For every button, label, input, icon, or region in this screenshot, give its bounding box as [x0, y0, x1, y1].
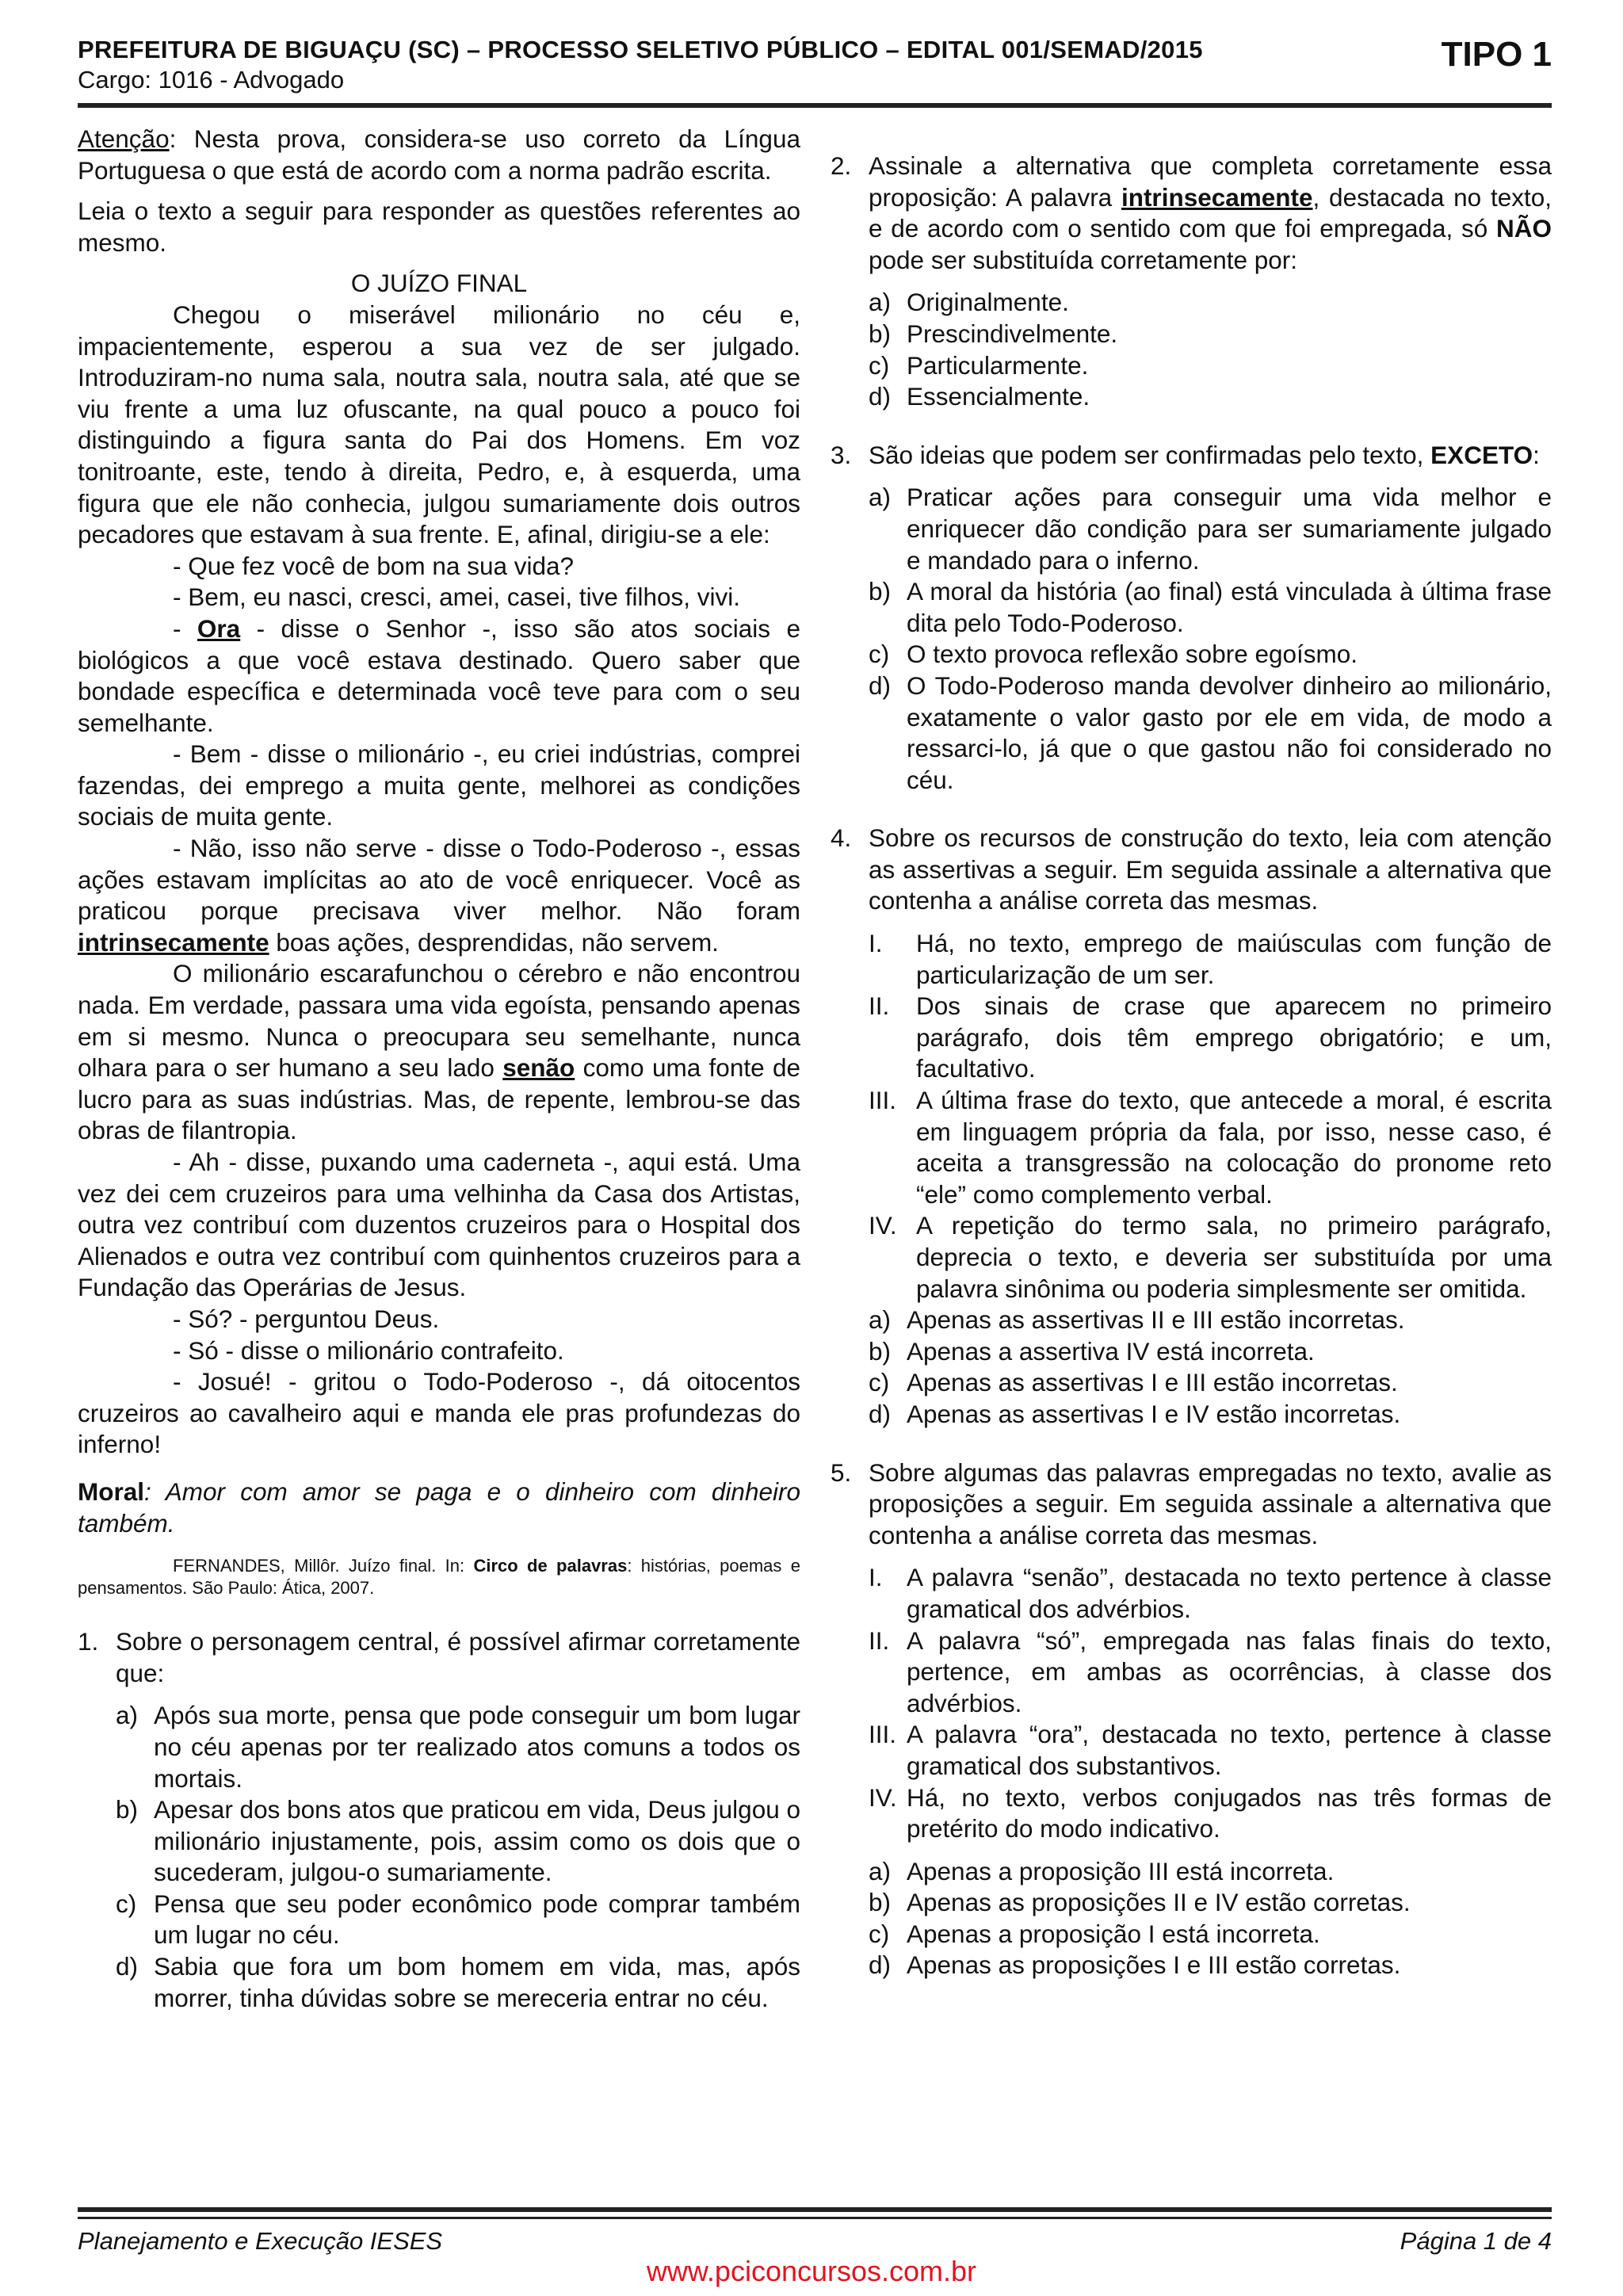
text-title: O JUÍZO FINAL — [350, 269, 528, 298]
attention-text: : Nesta prova, considera-se uso correto da Língua Portuguesa o que está de acordo com a norma padrão escrita. — [78, 124, 800, 185]
page-header — [78, 35, 1552, 95]
right-column — [831, 124, 1552, 1981]
dialogue-6: - Ah - disse, puxando uma caderneta -, aqui está. Uma vez dei cem cruzeiros para uma velhinha da Casa dos Artistas, outra vez contribuí com duzentos cruzeiros para o Hospital dos Alienados e outra vez contribuí com quinhentos cruzeiros para a Fundação das Operárias de Jesus. — [78, 1148, 800, 1302]
option-c[interactable]: c) Apenas a proposição I está incorreta. — [869, 1919, 1320, 1948]
dialogue-8: - Só - disse o milionário contrafeito. — [173, 1335, 564, 1365]
attention-label: Atenção — [78, 124, 170, 153]
attention-note — [78, 124, 800, 186]
proposition-iv: IV. Há, no texto, verbos conjugados nas três formas de pretérito do modo indicativo. — [869, 1782, 1552, 1843]
option-a[interactable]: a) Após sua morte, pensa que pode conseguir um bom lugar no céu apenas por ter realizado atos comuns a todos os mortais. — [116, 1701, 800, 1793]
assertion-ii: II. Dos sinais de crase que aparecem no primeiro parágrafo, dois têm emprego obrigatório; e um, facultativo. — [869, 991, 1552, 1083]
header-rule — [78, 103, 1552, 108]
paragraph-2: O milionário escarafunchou o cérebro e não encontrou nada. Em verdade, passara uma vida egoísta, pensando apenas em si mesmo. Nunca o preocupara seu semelhante, nunca olhara para o ser humano a seu lado senão como uma fonte de lucro para as suas indústrias. Mas, de repente, lembrou-se das obras de filantropia. — [78, 959, 800, 1145]
proposition-ii: II. A palavra “só”, empregada nas falas finais do texto, pertence, em ambas as ocorrências, à classe dos advérbios. — [869, 1626, 1552, 1717]
options-list — [869, 482, 1552, 796]
assertion-i: I. Há, no texto, emprego de maiúsculas com função de particularização de um ser. — [869, 929, 1552, 989]
footer-organizer: Planejamento e Execução IESES — [78, 2227, 443, 2255]
option-d[interactable]: d) Sabia que fora um bom homem em vida, mas, após morrer, tinha dúvidas sobre se mereceria entrar no céu. — [116, 1952, 800, 2012]
question-stem: Assinale a alternativa que completa corretamente essa proposição: A palavra intrinsecamente, destacada no texto, e de acordo com o sentido com que foi empregada, só NÃO pode ser substituída corretamente por: — [869, 151, 1552, 274]
highlight-intrinsecamente: intrinsecamente — [78, 927, 269, 957]
option-c[interactable]: c) Apenas as assertivas I e III estão incorretas. — [869, 1368, 1398, 1397]
option-c[interactable]: c) Particularmente. — [869, 350, 1089, 380]
page-number: Página 1 de 4 — [1400, 2227, 1552, 2255]
exam-title: PREFEITURA DE BIGUAÇU (SC) – PROCESSO SELETIVO PÚBLICO – EDITAL 001/SEMAD/2015 — [78, 36, 1203, 63]
question-4 — [831, 823, 1552, 1430]
option-d[interactable]: d) Essencialmente. — [869, 382, 1090, 411]
option-b[interactable]: b) Prescindivelmente. — [869, 319, 1118, 348]
propositions-list — [869, 1562, 1552, 1844]
option-d[interactable]: d) Apenas as proposições I e III estão corretas. — [869, 1950, 1401, 1980]
highlight-ora: Ora — [197, 613, 241, 643]
tipo-label: TIPO 1 — [1441, 35, 1552, 74]
footer-rule — [78, 2207, 1552, 2212]
option-b[interactable]: b) A moral da história (ao final) está vinculada à última frase dita pelo Todo-Poderoso. — [869, 577, 1552, 637]
question-1 — [78, 1626, 800, 2014]
footer-rule-thin — [78, 2217, 1552, 2219]
options-list — [116, 1700, 800, 2014]
option-a[interactable]: a) Apenas as assertivas II e III estão incorretas. — [869, 1305, 1405, 1335]
dialogue-4: - Bem - disse o milionário -, eu criei indústrias, comprei fazendas, dei emprego a muita gente, melhorei as condições sociais de muita gente. — [78, 739, 800, 831]
option-a[interactable]: a) Apenas a proposição III está incorreta. — [869, 1856, 1335, 1885]
question-number: 4. — [831, 823, 852, 853]
dialogue-1: - Que fez você de bom na sua vida? — [173, 551, 575, 580]
question-number: 1. — [78, 1627, 99, 1656]
question-number: 3. — [831, 440, 852, 469]
options-list — [869, 1305, 1552, 1430]
assertion-iii: III. A última frase do texto, que antecede a moral, é escrita em linguagem própria da fala, por isso, nesse caso, é aceita a transgressão na colocação do pronome reto “ele” como complemento verbal. — [869, 1086, 1552, 1209]
question-2 — [831, 151, 1552, 413]
option-d[interactable]: d) Apenas as assertivas I e IV estão incorretas. — [869, 1399, 1401, 1428]
question-stem: Sobre o personagem central, é possível afirmar corretamente que: — [116, 1627, 800, 1687]
website-link[interactable]: www.pciconcursos.com.br — [646, 2255, 977, 2287]
options-list — [869, 1856, 1552, 1981]
question-3 — [831, 440, 1552, 797]
highlight-senao: senão — [502, 1053, 575, 1083]
option-b[interactable]: b) Apesar dos bons atos que praticou em vida, Deus julgou o milionário injustamente, pois, assim como os dois que o sucederam, julgou-o sumariamente. — [116, 1795, 801, 1887]
assertion-iv: IV. A repetição do termo sala, no primeiro parágrafo, deprecia o texto, e deveria ser substituída por uma palavra sinônima ou poderia simplesmente ser omitida. — [869, 1211, 1552, 1303]
dialogue-5: - Não, isso não serve - disse o Todo-Poderoso -, essas ações estavam implícitas ao ato de você enriquecer. Você as praticou porque precisava viver melhor. Não foram intrinsecamente boas ações, desprendidas, não servem. — [78, 834, 800, 957]
paragraph-1: Chegou o miserável milionário no céu e, impacientemente, esperou a sua vez de ser julgado. Introduziram-no numa sala, noutra sala, noutra sala, até que se viu frente a uma luz ofuscante, na qual pouco a pouco foi distinguindo a figura santa do Pai dos Homens. Em voz tonitroante, este, tendo à direita, Pedro, e, à esquerda, uma figura que ele não conhecia, julgou sumariamente dois outros pecadores que estavam à sua frente. E, afinal, dirigiu-se a ele: — [78, 300, 800, 549]
option-b[interactable]: b) Apenas as proposições II e IV estão corretas. — [869, 1888, 1411, 1917]
option-b[interactable]: b) Apenas a assertiva IV está incorreta. — [869, 1336, 1315, 1366]
moral — [78, 1477, 800, 1539]
moral-label: Moral — [78, 1477, 145, 1506]
source-citation: FERNANDES, Millôr. Juízo final. In: Circo de palavras: histórias, poemas e pensamentos. São Paulo: Ática, 2007. — [78, 1556, 800, 1599]
question-stem: Sobre algumas das palavras empregadas no texto, avalie as proposições a seguir. Em seguida assinale a alternativa que contenha a análise correta das mesmas. — [869, 1457, 1552, 1549]
proposition-i: I. A palavra “senão”, destacada no texto pertence à classe gramatical dos advérbios. — [869, 1563, 1552, 1623]
dialogue-3: - Ora - disse o Senhor -, isso são atos sociais e biológicos a que você estava destinado. Quero saber que bondade específica e determinada você teve para com o seu semelhante. — [78, 613, 800, 737]
question-number: 2. — [831, 151, 852, 180]
options-list — [869, 287, 1552, 412]
proposition-iii: III. A palavra “ora”, destacada no texto, pertence à classe gramatical dos substantivos. — [869, 1720, 1552, 1780]
moral-text: : Amor com amor se paga e o dinheiro com dinheiro também. — [78, 1477, 800, 1538]
question-number: 5. — [831, 1457, 852, 1487]
option-a[interactable]: a) Praticar ações para conseguir uma vida melhor e enriquecer dão condição para ser sumariamente julgado e mandado para o inferno. — [869, 483, 1552, 575]
option-c[interactable]: c) Pensa que seu poder econômico pode comprar também um lugar no céu. — [116, 1889, 800, 1950]
dialogue-2: - Bem, eu nasci, cresci, amei, casei, tive filhos, vivi. — [173, 583, 740, 612]
cargo-line: Cargo: 1016 - Advogado — [78, 66, 345, 94]
dialogue-7: - Só? - perguntou Deus. — [173, 1304, 440, 1333]
question-5 — [831, 1457, 1552, 1982]
question-stem: São ideias que podem ser confirmadas pelo texto, EXCETO: — [869, 440, 1540, 469]
option-d[interactable]: d) O Todo-Poderoso manda devolver dinheiro ao milionário, exatamente o valor gasto por ele em vida, de modo a ressarci-lo, já que o que gastou não foi considerado no céu. — [869, 670, 1552, 794]
assertions-list — [869, 928, 1552, 1305]
option-a[interactable]: a) Originalmente. — [869, 288, 1069, 317]
question-stem: Sobre os recursos de construção do texto, leia com atenção as assertivas a seguir. Em seguida assinale a alternativa que contenha a análise correta das mesmas. — [869, 823, 1552, 915]
dialogue-9: - Josué! - gritou o Todo-Poderoso -, dá oitocentos cruzeiros ao cavalheiro aqui e manda ele pras profundezas do inferno! — [78, 1367, 800, 1459]
read-instruction: Leia o texto a seguir para responder as questões referentes ao mesmo. — [78, 197, 800, 257]
left-column — [78, 124, 800, 2014]
option-c[interactable]: c) O texto provoca reflexão sobre egoísmo. — [869, 640, 1358, 669]
